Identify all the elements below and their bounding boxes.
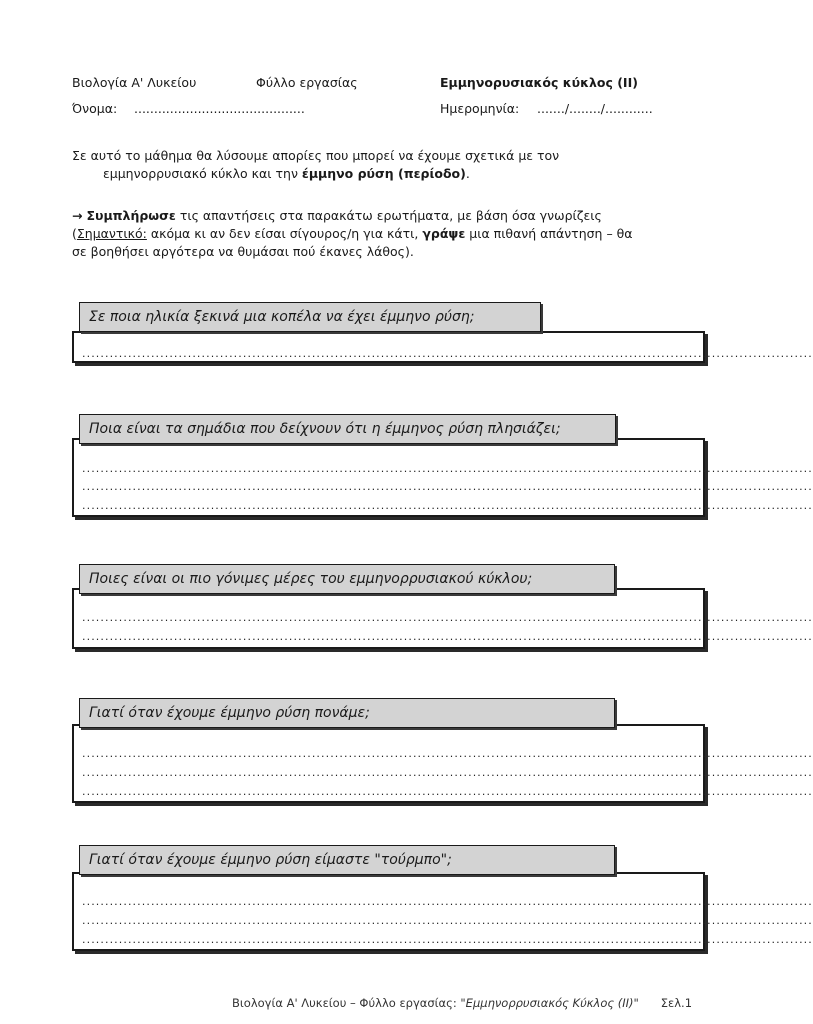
intro-line-1: Σε αυτό το μάθημα θα λύσουμε απορίες που μπορεί να έχουμε σχετικά με τον [72, 148, 560, 163]
name-field[interactable]: ........................................... [134, 101, 305, 116]
answer-line[interactable]: ............................................................................................................................................................... [82, 933, 813, 946]
answer-line[interactable]: ............................................................................................................................................................... [82, 766, 813, 779]
question-4: Γιατί όταν έχουμε έμμηνο ρύση πονάμε; [79, 698, 615, 728]
arrow-icon: → [72, 208, 83, 223]
date-label: Ημερομηνία: [440, 101, 520, 116]
instructions-line-2: (Σημαντικό: ακόμα κι αν δεν είσαι σίγουρος/η για κάτι, γράψε μια πιθανή απάντηση – θα [72, 226, 633, 241]
answer-line[interactable]: ............................................................................................................................................................... [82, 747, 813, 760]
date-field[interactable]: ......./......../............ [537, 101, 653, 116]
instructions-paragraph [72, 207, 712, 261]
subject-label: Βιολογία Α' Λυκείου [72, 75, 197, 90]
question-5: Γιατί όταν έχουμε έμμηνο ρύση είμαστε "τούρμπο"; [79, 845, 615, 875]
answer-line[interactable]: ............................................................................................................................................................... [82, 630, 813, 643]
answer-line[interactable]: ............................................................................................................................................................... [82, 785, 813, 798]
answer-line[interactable]: ............................................................................................................................................................... [82, 499, 813, 512]
instructions-line-3: σε βοηθήσει αργότερα να θυμάσαι πού έκανες λάθος). [72, 244, 414, 259]
page-number: Σελ.1 [660, 996, 693, 1010]
topic-title: Εμμηνορυσιακός κύκλος (ΙΙ) [440, 75, 638, 90]
worksheet-label: Φύλλο εργασίας [256, 75, 358, 90]
page-footer: Βιολογία Α' Λυκείου – Φύλλο εργασίας: "Εμμηνορρυσιακός Κύκλος (ΙΙ)" Σελ.1 [232, 996, 693, 1010]
intro-paragraph [72, 147, 712, 183]
answer-line[interactable]: ............................................................................................................................................................... [82, 462, 813, 475]
answer-line[interactable]: ............................................................................................................................................................... [82, 611, 813, 624]
answer-line[interactable]: ............................................................................................................................................................... [82, 480, 813, 493]
answer-line[interactable]: ............................................................................................................................................................... [82, 347, 813, 360]
instructions-line-1: → Συμπλήρωσε τις απαντήσεις στα παρακάτω ερωτήματα, με βάση όσα γνωρίζεις [72, 208, 602, 223]
footer-title: "Εμμηνορρυσιακός Κύκλος (ΙΙ)" [460, 996, 639, 1010]
important-note-label: Σημαντικό: [76, 226, 147, 241]
answer-line[interactable]: ............................................................................................................................................................... [82, 895, 813, 908]
question-2: Ποια είναι τα σημάδια που δείχνουν ότι η έμμηνος ρύση πλησιάζει; [79, 414, 616, 444]
question-1: Σε ποια ηλικία ξεκινά μια κοπέλα να έχει έμμηνο ρύση; [79, 302, 541, 332]
answer-line[interactable]: ............................................................................................................................................................... [82, 914, 813, 927]
name-label: Όνομα: [72, 101, 118, 116]
intro-line-2: εμμηνορρυσιακό κύκλο και την έμμηνο ρύση (περίοδο). [103, 166, 470, 181]
question-3: Ποιες είναι οι πιο γόνιμες μέρες του εμμηνορρυσιακού κύκλου; [79, 564, 615, 594]
